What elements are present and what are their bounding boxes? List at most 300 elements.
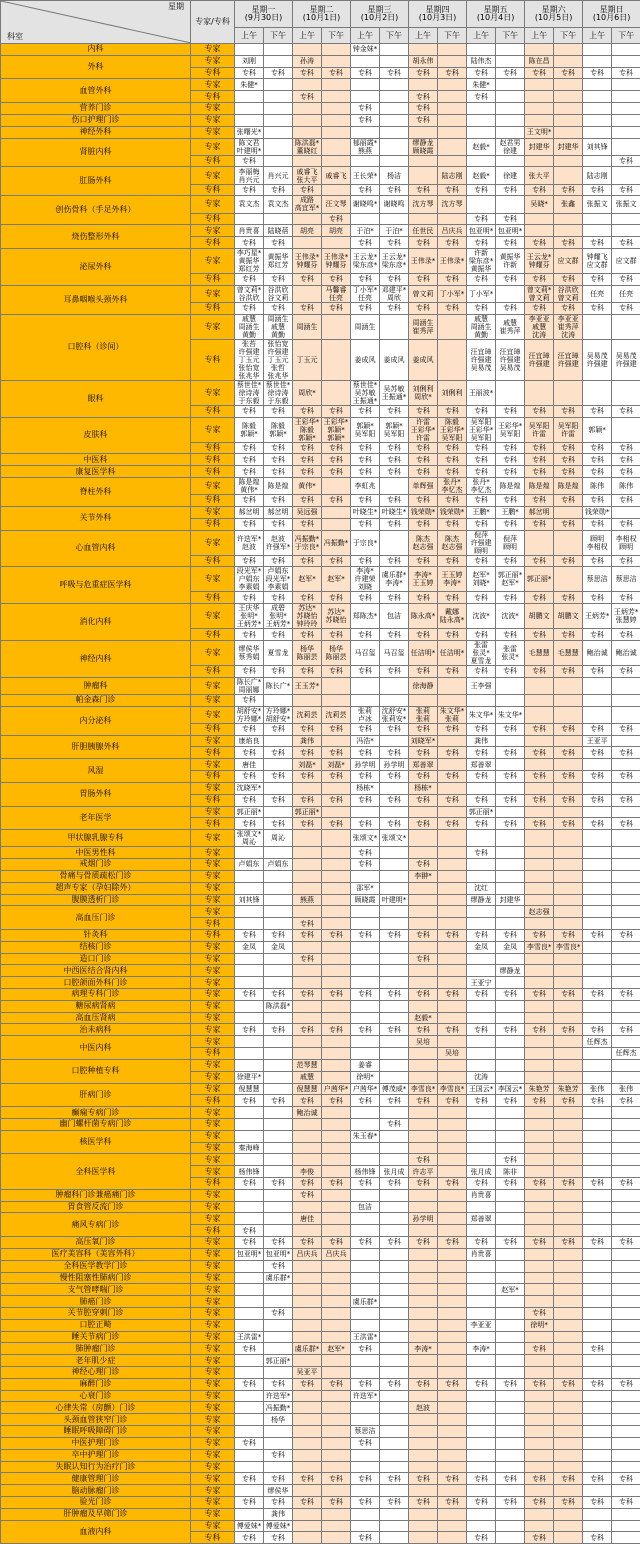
pm-slot <box>554 1402 583 1414</box>
am-slot: 赵毅* <box>467 138 496 155</box>
pm-slot: 朱文华* <box>496 706 525 723</box>
pm-slot: 张伟 <box>612 1083 640 1095</box>
pm-slot <box>554 1331 583 1343</box>
pm-slot: 王伟录* <box>438 248 467 273</box>
pm-slot <box>264 1319 293 1331</box>
clinic-type: 专科 <box>191 405 235 417</box>
am-slot: 陈在昌 <box>525 55 554 67</box>
am-slot: 封建华 <box>525 138 554 155</box>
pm-slot: 专科 <box>554 1473 583 1485</box>
table-row <box>1 894 640 906</box>
am-slot: 专科 <box>583 665 612 677</box>
department-name: 失眠认知行为治疗门诊 <box>1 1461 191 1473</box>
clinic-type: 专家 <box>191 285 235 302</box>
am-slot: 专科 <box>293 442 322 454</box>
am-slot <box>293 79 322 91</box>
pm-slot: 方玲娜* 胡舒安* <box>264 706 293 723</box>
pm-slot <box>438 953 467 965</box>
pm-slot <box>496 1225 525 1237</box>
pm-slot <box>322 1107 351 1119</box>
pm-slot: 陈毅 郭颖* <box>264 417 293 442</box>
pm-slot <box>322 782 351 794</box>
am-slot: 李雪良* <box>525 941 554 953</box>
am-slot: 专科 <box>525 1095 554 1107</box>
clinic-type: 专家 <box>191 953 235 965</box>
am-slot <box>351 91 380 103</box>
pm-slot <box>438 1189 467 1201</box>
am-slot: 王云龙* 梁东彦* <box>351 248 380 273</box>
pm-slot <box>612 91 640 103</box>
am-slot <box>293 1284 322 1296</box>
pm-slot <box>380 530 409 555</box>
pm-slot: 专科 <box>612 1178 640 1190</box>
am-slot: 刘刚 <box>235 55 264 67</box>
pm-slot: 专科 <box>612 466 640 478</box>
pm-slot <box>554 126 583 138</box>
pm-slot <box>322 977 351 989</box>
am-slot: 鲍治诚 <box>293 1107 322 1119</box>
am-slot: 许雷 王彩华* 许雷 <box>409 417 438 442</box>
am-slot <box>293 1142 322 1154</box>
am-slot <box>235 103 264 115</box>
pm-slot: 专科 <box>612 237 640 249</box>
am-slot: 专科 <box>583 794 612 806</box>
pm-slot <box>612 1355 640 1367</box>
am-slot: 任洁明* <box>409 640 438 665</box>
pm-slot <box>612 225 640 237</box>
am-slot: 唐佳 <box>235 759 264 771</box>
pm-slot: 专科 <box>380 723 409 735</box>
pm-slot: 专科 <box>264 454 293 466</box>
pm-slot: 专科 <box>264 1260 293 1272</box>
pm-slot <box>438 126 467 138</box>
am-slot: 专科 <box>583 592 612 604</box>
am-slot: 专科 <box>235 518 264 530</box>
am-slot <box>583 882 612 894</box>
pm-slot <box>612 870 640 882</box>
pm-slot: 专科 <box>496 629 525 641</box>
am-slot: 专科 <box>293 929 322 941</box>
am-slot: 专科 <box>467 1024 496 1036</box>
am-slot <box>351 55 380 67</box>
pm-slot: 毛慧慧 <box>554 640 583 665</box>
pm-slot: 专科 <box>264 273 293 285</box>
pm-slot <box>322 1154 351 1166</box>
pm-slot: 傅茂威* <box>380 1083 409 1095</box>
am-slot: 专科 <box>525 495 554 507</box>
pm-slot <box>264 103 293 115</box>
am-slot: 包亚明* <box>467 225 496 237</box>
pm-slot <box>380 1260 409 1272</box>
pm-slot <box>554 918 583 930</box>
pm-slot <box>496 1414 525 1426</box>
pm-slot: 专科 <box>380 495 409 507</box>
table-row <box>1 225 640 237</box>
department-name: 消化内科 <box>1 604 191 641</box>
pm-slot <box>554 1296 583 1308</box>
am-slot: 成路 高宜军* <box>293 196 322 213</box>
clinic-type: 专科 <box>191 454 235 466</box>
am-slot: 专科 <box>351 555 380 567</box>
pm-slot <box>438 870 467 882</box>
pm-slot <box>380 1272 409 1284</box>
pm-slot <box>554 567 583 592</box>
table-row <box>1 929 640 941</box>
am-slot: 许迭军* 赵波 <box>235 530 264 555</box>
am-slot <box>583 225 612 237</box>
department-name: 神经外科 <box>1 126 191 138</box>
am-slot: 郭正丽* <box>235 806 264 818</box>
pm-slot <box>380 103 409 115</box>
am-slot: 王文明* <box>525 126 554 138</box>
clinic-type: 专家 <box>191 1496 235 1508</box>
pm-slot: 沈莉芸 <box>322 706 351 723</box>
am-slot <box>583 1201 612 1213</box>
pm-slot <box>438 1272 467 1284</box>
am-slot <box>293 1307 322 1319</box>
am-slot: 专科 <box>351 1473 380 1485</box>
am-slot: 专科 <box>525 929 554 941</box>
pm-slot: 专科 <box>554 495 583 507</box>
pm-slot: 李国云* <box>496 1083 525 1095</box>
pm-slot: 专科 <box>496 1154 525 1166</box>
am-slot: 专科 <box>467 495 496 507</box>
clinic-type: 专家 <box>191 1130 235 1142</box>
pm-slot: 专科 <box>496 454 525 466</box>
pm-slot: 专科 <box>380 1178 409 1190</box>
pm-slot: 专科 <box>380 665 409 677</box>
pm-slot <box>554 1343 583 1355</box>
pm-slot <box>554 965 583 977</box>
pm-slot <box>554 1048 583 1060</box>
pm-slot: 陆晓蓓 <box>264 225 293 237</box>
am-slot <box>235 1319 264 1331</box>
pm-slot <box>380 1367 409 1379</box>
am-slot <box>583 1154 612 1166</box>
department-name: 泌尿外科 <box>1 248 191 285</box>
am-slot <box>583 706 612 723</box>
pm-slot <box>612 1189 640 1201</box>
pm-slot: 汪宜璋 许强建 <box>554 339 583 380</box>
pm-slot <box>496 882 525 894</box>
am-slot: 肖贵喜 <box>467 1248 496 1260</box>
am-slot: 傅爱妹* <box>235 1520 264 1532</box>
pm-slot <box>612 1142 640 1154</box>
am-slot: 李虹兆 <box>351 477 380 494</box>
pm-slot: 朱艳芳 <box>554 1083 583 1095</box>
table-row <box>1 1437 640 1449</box>
pm-slot <box>322 1307 351 1319</box>
pm-slot: 专科 <box>264 237 293 249</box>
am-slot <box>583 1260 612 1272</box>
am-slot: 李雪良* <box>409 1083 438 1095</box>
table-row <box>1 44 640 56</box>
am-slot <box>583 1461 612 1473</box>
am-slot <box>293 1296 322 1308</box>
am-slot: 专科 <box>409 1473 438 1485</box>
am-slot: 专科 <box>351 454 380 466</box>
pm-slot: 专科 <box>438 989 467 1001</box>
department-name: 戒烟门诊 <box>1 859 191 871</box>
pm-slot <box>554 1532 583 1544</box>
am-slot <box>525 1485 554 1497</box>
clinic-type: 专家 <box>191 1118 235 1130</box>
am-slot <box>293 1426 322 1438</box>
pm-slot: 专科 <box>438 929 467 941</box>
am-slot <box>525 1284 554 1296</box>
am-slot: 专科 <box>235 555 264 567</box>
department-name: 幽门螺杆菌专病门诊 <box>1 1118 191 1130</box>
pm-slot: 冯振勤* <box>322 530 351 555</box>
pm-slot <box>264 155 293 167</box>
am-slot: 专科 <box>351 1178 380 1190</box>
pm-slot <box>554 530 583 555</box>
pm-slot <box>380 1485 409 1497</box>
clinic-type: 专家 <box>191 1461 235 1473</box>
pm-slot: 王伟录* 钟耀芬 <box>322 248 351 273</box>
pm-slot: 专科 <box>322 1237 351 1249</box>
table-row <box>1 55 640 67</box>
corner-diagonal <box>1 1 191 43</box>
am-slot: 郑善翠 <box>409 759 438 771</box>
am-slot: 专科 <box>467 723 496 735</box>
pm-slot <box>554 225 583 237</box>
am-slot: 专科 <box>467 1473 496 1485</box>
pm-slot <box>380 1012 409 1024</box>
clinic-type: 专家 <box>191 1331 235 1343</box>
am-slot <box>583 1520 612 1532</box>
am-slot <box>583 1307 612 1319</box>
am-slot: 专科 <box>467 273 496 285</box>
clinic-type: 专家 <box>191 314 235 339</box>
department-name: 关节外科 <box>1 506 191 530</box>
am-slot: 专科 <box>409 747 438 759</box>
pm-slot: 叶建明* <box>380 894 409 906</box>
am-slot <box>525 847 554 859</box>
am-slot: 任辉杰 <box>583 1036 612 1048</box>
am-slot: 肖贵喜 <box>467 1189 496 1201</box>
am-slot <box>525 103 554 115</box>
clinic-type: 专家 <box>191 55 235 67</box>
clinic-type: 专家 <box>191 1437 235 1449</box>
pm-slot <box>496 1390 525 1402</box>
pm-slot <box>380 941 409 953</box>
am-slot: 吴易茂 许强建 <box>583 339 612 380</box>
am-slot: 戚慧 周涵生 黄勤 <box>235 314 264 339</box>
am-slot: 倪慧慧 <box>235 1083 264 1095</box>
pm-slot: 专科 <box>264 405 293 417</box>
department-name: 中西医结合肾内科 <box>1 965 191 977</box>
department-name: 核医学科 <box>1 1130 191 1154</box>
am-slot: 于泊* <box>351 225 380 237</box>
day-header: 星期五 (10月4日) <box>467 1 525 28</box>
pm-slot <box>612 735 640 747</box>
pm-slot: 专科 <box>322 1473 351 1485</box>
pm-slot <box>322 155 351 167</box>
pm-slot: 汪文琴 <box>322 196 351 213</box>
am-slot: 专科 <box>293 1378 322 1390</box>
am-slot <box>467 1449 496 1461</box>
am-slot: 郭颖* <box>583 417 612 442</box>
am-slot <box>293 1437 322 1449</box>
pm-slot <box>322 79 351 91</box>
am-slot <box>467 1142 496 1154</box>
clinic-type: 专家 <box>191 1402 235 1414</box>
pm-slot: 专科 <box>612 1496 640 1508</box>
am-slot <box>351 1284 380 1296</box>
table-row <box>1 1248 640 1260</box>
pm-slot <box>554 1000 583 1012</box>
am-slot <box>525 1402 554 1414</box>
pm-slot <box>612 314 640 339</box>
pm-slot <box>322 506 351 518</box>
pm-slot: 专科 <box>554 184 583 196</box>
pm-slot <box>322 44 351 56</box>
am-slot <box>235 44 264 56</box>
am-slot <box>351 1012 380 1024</box>
am-slot: 专科 <box>293 273 322 285</box>
am-slot: 专科 <box>409 1154 438 1166</box>
pm-slot <box>554 759 583 771</box>
pm-slot <box>380 953 409 965</box>
clinic-type: 专家 <box>191 1237 235 1249</box>
clinic-type: 专家 <box>191 1355 235 1367</box>
pm-slot: 专科 <box>554 518 583 530</box>
clinic-type: 专科 <box>191 339 235 380</box>
table-row <box>1 694 640 706</box>
table-row <box>1 906 640 918</box>
am-slot: 专科 <box>583 273 612 285</box>
pm-slot <box>264 1189 293 1201</box>
table-row <box>1 103 640 115</box>
am-slot: 专科 <box>235 1378 264 1390</box>
am-slot <box>293 155 322 167</box>
pm-slot <box>554 1414 583 1426</box>
department-name: 耳鼻咽喉头颈外科 <box>1 285 191 314</box>
am-slot <box>467 1107 496 1119</box>
am-slot: 专科 <box>235 665 264 677</box>
pm-slot <box>380 91 409 103</box>
am-slot <box>467 1201 496 1213</box>
pm-slot <box>612 1508 640 1520</box>
am-slot: 专科 <box>525 1496 554 1508</box>
pm-slot <box>554 506 583 518</box>
pm-slot <box>438 1449 467 1461</box>
table-row <box>1 882 640 894</box>
am-slot <box>293 782 322 794</box>
am-slot: 专科 <box>409 665 438 677</box>
clinic-type: 专科 <box>191 555 235 567</box>
pm-slot <box>380 477 409 494</box>
pm-slot <box>612 114 640 126</box>
pm-slot <box>322 1402 351 1414</box>
pm-slot: 专科 <box>438 1237 467 1249</box>
am-slot: 专科 <box>409 184 438 196</box>
am-slot: 专科 <box>409 953 438 965</box>
am-slot <box>583 677 612 694</box>
pm-slot <box>496 830 525 847</box>
am-slot: 李涛* <box>467 1343 496 1355</box>
pm-slot: 缪静龙 <box>496 965 525 977</box>
pm-slot: 专科 <box>322 929 351 941</box>
am-slot: 包洁 <box>351 1201 380 1213</box>
am-slot <box>583 941 612 953</box>
clinic-type: 专家 <box>191 44 235 56</box>
am-slot: 李亚亚 <box>467 1319 496 1331</box>
am-slot: 袁文杰 <box>235 196 264 213</box>
clinic-type: 专家 <box>191 1260 235 1272</box>
pm-slot <box>264 882 293 894</box>
am-header: 上午 <box>467 28 496 44</box>
am-slot: 毛慧慧 <box>525 640 554 665</box>
am-header: 上午 <box>409 28 438 44</box>
am-slot: 专科 <box>467 555 496 567</box>
pm-slot <box>612 694 640 706</box>
pm-slot <box>322 953 351 965</box>
am-slot: 陈长广* 周丽娜 <box>235 677 264 694</box>
am-slot: 杨伟锋 <box>235 1166 264 1178</box>
clinic-type: 专家 <box>191 1272 235 1284</box>
clinic-type: 专科 <box>191 1225 235 1237</box>
pm-slot <box>322 114 351 126</box>
pm-slot <box>612 1343 640 1355</box>
am-slot <box>235 1118 264 1130</box>
pm-slot: 专科 <box>380 818 409 830</box>
pm-slot <box>554 79 583 91</box>
pm-slot <box>438 1485 467 1497</box>
am-slot <box>525 1355 554 1367</box>
pm-slot: 专科 <box>496 67 525 79</box>
clinic-type: 专科 <box>191 518 235 530</box>
pm-slot: 虞乐群* 李涛* <box>380 567 409 592</box>
pm-slot <box>496 1461 525 1473</box>
clinic-type: 专家 <box>191 167 235 184</box>
am-slot <box>235 1355 264 1367</box>
pm-slot <box>380 79 409 91</box>
pm-slot: 赵军* <box>322 1343 351 1355</box>
pm-slot <box>554 1248 583 1260</box>
pm-slot <box>380 1059 409 1071</box>
pm-slot <box>264 1367 293 1379</box>
am-slot <box>583 806 612 818</box>
department-name: 高血压肾病 <box>1 1012 191 1024</box>
pm-slot <box>380 965 409 977</box>
am-slot: 秦海峰 <box>235 1142 264 1154</box>
pm-slot: 专科 <box>612 273 640 285</box>
department-name: 神经内科 <box>1 640 191 677</box>
am-slot <box>409 1130 438 1142</box>
am-slot: 沈晓军* <box>235 782 264 794</box>
pm-slot <box>438 1402 467 1414</box>
am-slot <box>525 213 554 225</box>
department-name: 关节腔穿刺门诊 <box>1 1307 191 1319</box>
am-slot <box>467 1130 496 1142</box>
pm-slot <box>496 1142 525 1154</box>
pm-slot: 专科 <box>438 818 467 830</box>
pm-slot <box>264 977 293 989</box>
pm-slot <box>438 806 467 818</box>
am-slot <box>235 1059 264 1071</box>
pm-header: 下午 <box>554 28 583 44</box>
am-slot: 张大平 <box>525 167 554 184</box>
am-slot <box>235 1048 264 1060</box>
clinic-type: 专家 <box>191 380 235 405</box>
pm-slot: 专科 <box>380 1024 409 1036</box>
pm-slot <box>554 1449 583 1461</box>
pm-slot <box>496 694 525 706</box>
table-row <box>1 1083 640 1095</box>
clinic-type: 专家 <box>191 694 235 706</box>
